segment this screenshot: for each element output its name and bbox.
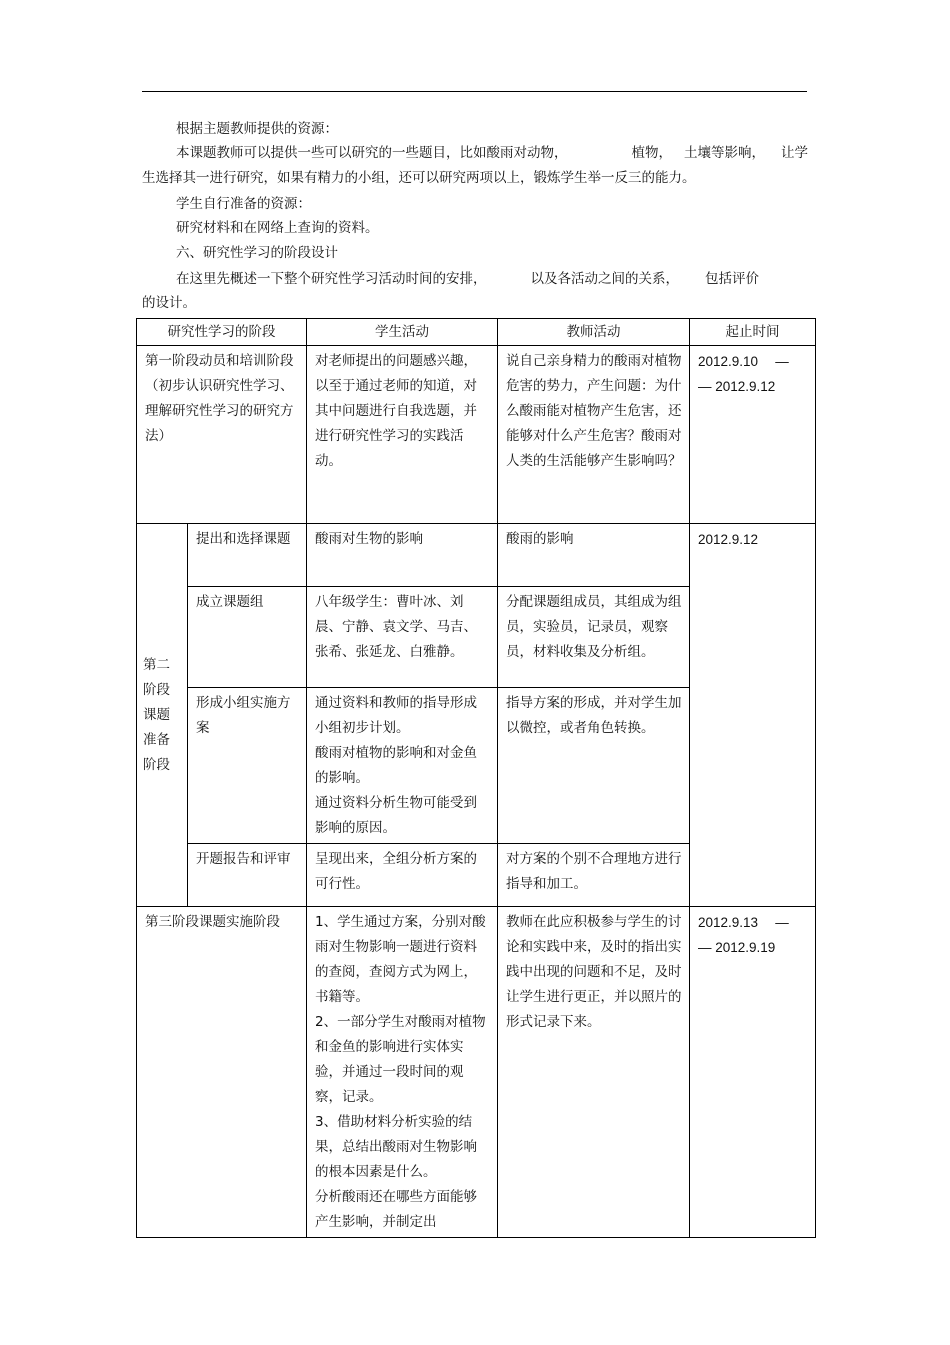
header-student-activity: 学生活动	[307, 319, 498, 346]
stage1-time: 2012.9.10 — — 2012.9.12	[690, 346, 816, 524]
stage2-student: 酸雨对生物的影响	[307, 524, 498, 587]
stage2-sub-name: 提出和选择课题	[188, 524, 307, 587]
teacher-resources-text-line2: 生选择其一进行研究，如果有精力的小组，还可以研究两项以上，锻炼学生举一反三的能力。	[142, 170, 696, 186]
overview-line2: 的设计。	[142, 295, 196, 311]
stage3-step: 2、一部分学生对酸雨对植物和金鱼的影响进行实体实验，并通过一段时间的观察，记录。	[315, 1014, 486, 1105]
stage3-student	[307, 907, 498, 1238]
stage3-name: 第三阶段课题实施阶段	[137, 907, 307, 1238]
overview-line1	[142, 267, 841, 291]
teacher-resources-text-line1	[142, 141, 841, 165]
text-segment: 包括评价	[705, 271, 759, 287]
stage-design-table	[136, 318, 816, 1238]
table-row-stage1	[137, 346, 816, 524]
stage2-teacher: 分配课题组成员，其组成为组员，实验员，记录员，观察员，材料收集及分析组。	[498, 587, 690, 688]
table-row-stage2-topic	[137, 524, 816, 587]
section-title: 六、研究性学习的阶段设计	[176, 245, 338, 261]
table-header-row	[137, 319, 816, 346]
stage3-time: 2012.9.13 — — 2012.9.19	[690, 907, 816, 1238]
text-segment: 本课题教师可以提供一些可以研究的一些题目，比如酸雨对动物，	[176, 145, 568, 161]
student-resources-text: 研究材料和在网络上查询的资料。	[176, 220, 379, 236]
plan-line: 通过资料和教师的指导形成小组初步计划。	[315, 695, 477, 736]
stage1-teacher: 说自己亲身精力的酸雨对植物危害的势力，产生问题：为什么酸雨能对植物产生危害，还能够对什么产生危害？酸雨对人类的生活能够产生影响吗？	[498, 346, 690, 524]
stage2-sub-name: 成立课题组	[188, 587, 307, 688]
plan-line: 通过资料分析生物可能受到影响的原因。	[315, 795, 477, 836]
text-segment: 在这里先概述一下整个研究性学习活动时间的安排，	[176, 271, 487, 287]
stage1-student: 对老师提出的问题感兴趣，以至于通过老师的知道，对其中问题进行自我选题，并进行研究性学习的实践活动。	[307, 346, 498, 524]
stage3-step: 3、借助材料分析实验的结果，总结出酸雨对生物影响的根本因素是什么。	[315, 1114, 477, 1180]
teacher-resources-heading: 根据主题教师提供的资源：	[176, 121, 338, 137]
plan-line: 酸雨对植物的影响和对金鱼的影响。	[315, 745, 477, 786]
stage2-student-plan	[307, 688, 498, 844]
text-segment: 以及各活动之间的关系，	[530, 271, 679, 287]
header-teacher-activity: 教师活动	[498, 319, 690, 346]
table-row-stage3	[137, 907, 816, 1238]
text-segment: 让学	[781, 145, 808, 161]
text-segment: 植物，	[631, 145, 672, 161]
stage2-student: 呈现出来，全组分析方案的可行性。	[307, 844, 498, 907]
stage3-step: 1、学生通过方案，分别对酸雨对生物影响一题进行资料的查阅，查阅方式为网上，书籍等。	[315, 914, 486, 1005]
stage2-time: 2012.9.12	[690, 524, 816, 907]
stage1-name: 第一阶段动员和培训阶段（初步认识研究性学习、理解研究性学习的研究方法）	[137, 346, 307, 524]
header-time: 起止时间	[690, 319, 816, 346]
header-stage: 研究性学习的阶段	[137, 319, 307, 346]
stage2-name: 第二阶段课题准备阶段	[137, 524, 188, 907]
student-resources-heading: 学生自行准备的资源：	[176, 196, 311, 212]
stage2-student: 八年级学生：曹叶冰、刘晨、宁静、袁文学、马吉、张希、张延龙、白雅静。	[307, 587, 498, 688]
stage2-teacher: 对方案的个别不合理地方进行指导和加工。	[498, 844, 690, 907]
stage2-teacher: 指导方案的形成，并对学生加以微控，或者角色转换。	[498, 688, 690, 844]
stage3-step: 分析酸雨还在哪些方面能够产生影响，并制定出	[315, 1189, 477, 1230]
stage2-sub-name: 形成小组实施方案	[188, 688, 307, 844]
text-segment: 土壤等影响，	[684, 145, 765, 161]
stage2-sub-name: 开题报告和评审	[188, 844, 307, 907]
header-rule	[142, 91, 807, 92]
stage3-teacher: 教师在此应积极参与学生的讨论和实践中来，及时的指出实践中出现的问题和不足，及时让学生进行更正，并以照片的形式记录下来。	[498, 907, 690, 1238]
stage2-teacher: 酸雨的影响	[498, 524, 690, 587]
